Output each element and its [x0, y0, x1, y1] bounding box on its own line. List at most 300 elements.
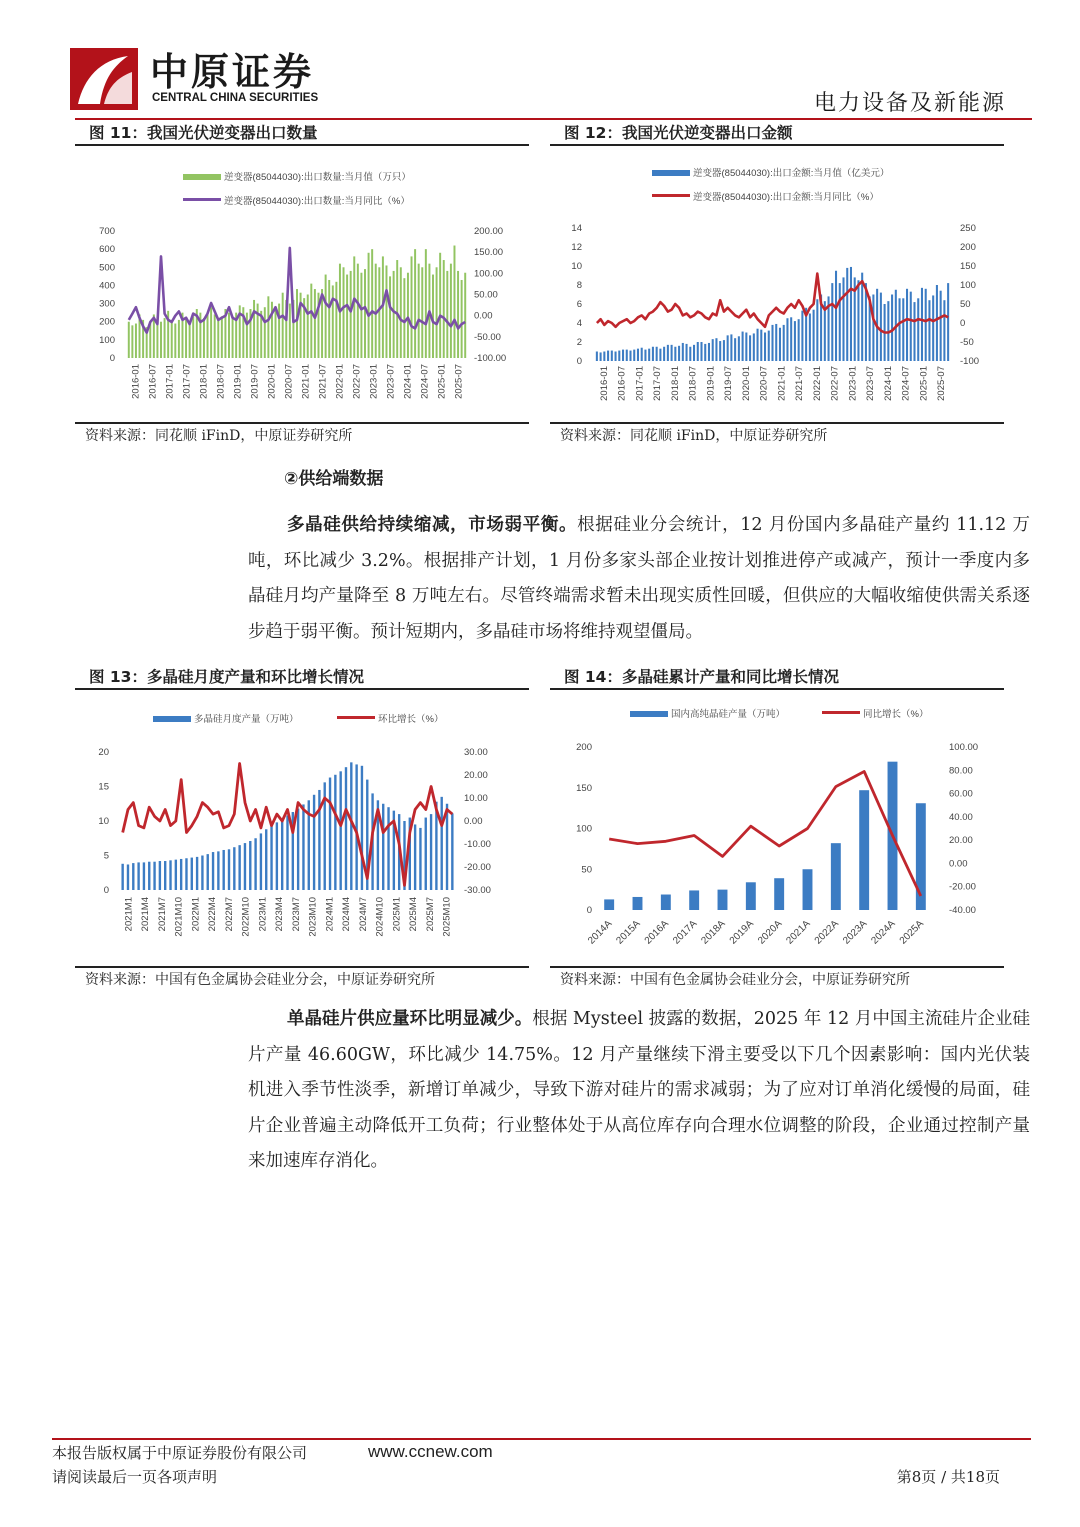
fig12-bar: [757, 329, 759, 361]
fig14-x-tick: 2017A: [671, 918, 700, 947]
fig12-y-right-tick: 200: [960, 242, 976, 253]
fig12-bar: [618, 351, 620, 361]
fig11-bar: [393, 271, 395, 358]
fig11-bar: [192, 316, 194, 358]
fig11-bar: [378, 267, 380, 358]
fig14-x-tick: 2023A: [841, 918, 870, 947]
fig12-bar: [779, 328, 781, 361]
fig12-bar: [857, 280, 859, 361]
polysilicon-body: 根据硅业分会统计，12 月份国内多晶硅产量约 11.12 万吨，环比减少 3.2%。根据排产计划，1 月份多家头部企业按计划推进停产或减产，预计一季度内多晶硅月均产量降至 8 万吨左右。尽管终端需求暂未出现实质性回暖，但供应的大幅收缩使供需关系逐步趋于弱平衡。预计短期内，多晶硅市场将维持观望僵局。: [248, 515, 1030, 642]
fig12-legend-swatch: [652, 170, 690, 176]
fig12-bar: [943, 300, 945, 361]
fig13-bar: [451, 813, 453, 890]
fig12-bar: [648, 349, 650, 361]
fig12-bar: [899, 298, 901, 361]
fig14-x-tick: 2016A: [642, 918, 671, 947]
fig12-x-tick: 2020-01: [740, 366, 752, 401]
fig12-y-right-tick: -50: [960, 337, 974, 348]
fig13-y-right-tick: -30.00: [464, 885, 491, 896]
fig12-x-tick: 2019-07: [723, 366, 735, 401]
fig11-legend-label: 逆变器(85044030):出口数量:当月值（万只）: [224, 172, 411, 183]
fig13-title: 图 13：多晶硅月度产量和环比增长情况: [75, 664, 529, 690]
fig14-x-tick: 2014A: [586, 918, 615, 947]
fig11-bar: [171, 320, 173, 358]
fig12-bar: [846, 268, 848, 361]
fig11-y-left-tick: 0: [109, 353, 115, 364]
fig11-bar: [174, 324, 176, 358]
fig13-x-tick: 2022M10: [240, 897, 252, 937]
fig12-bar: [801, 311, 803, 361]
fig12-y-right-tick: -100: [960, 356, 980, 367]
fig11-bar: [371, 249, 373, 358]
brand-name-cn: 中原证券: [150, 50, 315, 94]
fig12-bar: [798, 319, 800, 361]
fig12-y-right-tick: 50: [960, 299, 971, 310]
fig13-bar: [425, 818, 427, 890]
fig13-y-left-tick: 15: [98, 781, 109, 793]
fig13-y-right-tick: 10.00: [464, 793, 488, 804]
fig11-x-tick: 2018-07: [215, 364, 227, 399]
fig11-title: 图 11：我国光伏逆变器出口数量: [75, 120, 529, 146]
fig13-bar: [265, 829, 267, 890]
fig11-bar: [214, 314, 216, 358]
fig11-bar: [314, 289, 316, 358]
fig12-x-tick: 2023-01: [847, 366, 859, 401]
fig11-bar: [210, 307, 212, 358]
fig12-bar: [932, 295, 934, 361]
fig11-x-tick: 2024-07: [419, 364, 431, 399]
fig12-bar: [633, 350, 635, 361]
fig12-bar: [712, 339, 714, 361]
fig12-bar: [917, 298, 919, 361]
fig11-bar: [289, 304, 291, 358]
fig12-bar: [794, 321, 796, 361]
fig12-svg: [550, 148, 1004, 420]
fig13-source: 资料来源：中国有色金属协会硅业分会，中原证券研究所: [75, 966, 529, 990]
fig11-y-right-tick: 100.00: [474, 268, 504, 280]
fig12-bar: [686, 344, 688, 361]
page-number: 第8页 / 共18页: [896, 1468, 1000, 1486]
fig13-legend-swatch: [153, 716, 191, 722]
fig14-x-tick: 2019A: [727, 918, 756, 947]
fig11-bar: [400, 267, 402, 358]
fig14-y-right-tick: 80.00: [949, 765, 973, 777]
fig12-bar: [906, 289, 908, 361]
fig12-bar: [902, 298, 904, 361]
fig13-bar: [361, 766, 363, 890]
fig12-bar: [831, 283, 833, 361]
fig13-x-tick: 2025M4: [408, 897, 420, 932]
fig12-chart: [550, 148, 1004, 420]
fig12-bar: [693, 345, 695, 361]
fig11-bar: [396, 260, 398, 358]
fig14-x-tick: 2018A: [699, 918, 728, 947]
fig12-x-tick: 2021-07: [794, 366, 806, 401]
fig13-bar: [382, 804, 384, 890]
fig11-bar: [446, 271, 448, 358]
fig12-bar: [611, 351, 613, 361]
fig11-bar: [407, 273, 409, 358]
fig12-bar: [947, 283, 949, 361]
fig13-x-tick: 2021M4: [140, 897, 152, 932]
fig14-y-left-tick: 150: [576, 782, 592, 794]
fig11-y-left-tick: 700: [99, 226, 115, 237]
fig12-x-tick: 2020-07: [758, 366, 770, 401]
fig13-x-tick: 2023M7: [290, 897, 302, 932]
fig12-x-tick: 2025-01: [918, 366, 930, 401]
fig14-y-right-tick: 60.00: [949, 788, 973, 800]
fig13-bar: [132, 863, 134, 890]
fig14-legend-label: 同比增长（%）: [863, 709, 929, 720]
fig12-bar: [786, 318, 788, 361]
fig12-y-right-tick: 250: [960, 223, 976, 234]
fig13-x-tick: 2022M7: [223, 897, 235, 932]
fig13-bar: [238, 845, 240, 890]
fig12-bar: [783, 325, 785, 361]
fig12-bar: [880, 293, 882, 361]
fig11-x-tick: 2019-07: [249, 364, 261, 399]
fig12-bar: [644, 350, 646, 361]
fig12-y-left-tick: 6: [576, 299, 582, 310]
fig12-bar: [816, 299, 818, 361]
fig11-bar: [267, 296, 269, 358]
fig14-y-left-tick: 50: [581, 864, 592, 876]
fig11-bar: [411, 256, 413, 358]
fig12-source: 资料来源：同花顺 iFinD，中原证券研究所: [550, 422, 1004, 446]
fig12-bar: [637, 349, 639, 361]
fig13-bar: [270, 825, 272, 890]
fig13-x-tick: 2021M1: [123, 897, 135, 932]
fig13-bar: [441, 797, 443, 890]
fig14-series-line: [609, 772, 921, 897]
polysilicon-paragraph: [248, 508, 1030, 650]
fig11-source: 资料来源：同花顺 iFinD，中原证券研究所: [75, 422, 529, 446]
fig13-x-tick: 2025M7: [424, 897, 436, 932]
fig13-bar: [302, 804, 304, 890]
fig11-x-tick: 2025-07: [453, 364, 465, 399]
fig12-y-left-tick: 4: [576, 318, 582, 329]
fig12-y-left-tick: 12: [571, 242, 582, 253]
brand-name-en: CENTRAL CHINA SECURITIES: [152, 92, 319, 104]
fig11-bar: [418, 264, 420, 358]
logo-mark-icon: [70, 48, 138, 110]
fig14-title: 图 14：多晶硅累计产量和同比增长情况: [550, 664, 1004, 690]
fig14-x-tick: 2015A: [614, 918, 643, 947]
fig11-bar: [278, 304, 280, 358]
footer-website-link[interactable]: www.ccnew.com: [368, 1442, 493, 1461]
fig13-bar: [387, 807, 389, 890]
fig13-bar: [222, 850, 224, 890]
fig14-x-tick: 2024A: [869, 918, 898, 947]
fig11-bar: [128, 322, 130, 358]
fig14-y-left-tick: 0: [586, 905, 592, 916]
fig11-bar: [360, 273, 362, 358]
fig11-x-tick: 2025-01: [436, 364, 448, 399]
fig12-bar: [850, 267, 852, 361]
fig12-x-tick: 2024-07: [900, 366, 912, 401]
fig13-bar: [185, 858, 187, 890]
fig14-x-tick: 2025A: [897, 918, 926, 947]
fig12-bar: [730, 334, 732, 361]
fig12-x-tick: 2017-07: [652, 366, 664, 401]
fig11-bar: [207, 314, 209, 358]
fig11-y-left-tick: 400: [99, 280, 115, 292]
fig12-bar: [708, 343, 710, 361]
fig14-y-right-tick: -20.00: [949, 881, 976, 893]
fig14-legend-label: 国内高纯晶硅产量（万吨）: [671, 709, 786, 720]
fig12-bar: [839, 283, 841, 361]
fig11-bar: [135, 324, 137, 358]
fig11-bar: [310, 284, 312, 358]
fig11-x-tick: 2018-01: [198, 364, 210, 399]
fig12-bar: [764, 333, 766, 362]
fig11-bar: [275, 307, 277, 358]
fig12-y-left-tick: 2: [576, 337, 582, 348]
fig13-bar: [446, 804, 448, 890]
fig13-x-tick: 2024M1: [324, 897, 336, 932]
fig12-x-tick: 2018-07: [687, 366, 699, 401]
fig12-y-left-tick: 0: [576, 356, 582, 367]
fig12-bar: [689, 347, 691, 361]
fig11-y-left-tick: 600: [99, 244, 115, 256]
fig11-bar: [439, 253, 441, 358]
polysilicon-lead: 多晶硅供给持续缩减，市场弱平衡。: [287, 515, 578, 535]
fig13-bar: [191, 858, 193, 890]
fig14-legend-swatch: [822, 711, 860, 714]
fig12-bar: [872, 295, 874, 362]
fig12-bar: [771, 325, 773, 361]
fig13-bar: [196, 857, 198, 890]
fig14-bar: [774, 878, 784, 910]
fig14-legend-swatch: [630, 711, 668, 717]
fig13-y-left-tick: 0: [103, 885, 109, 896]
fig13-x-tick: 2025M1: [391, 897, 403, 932]
fig12-bar: [813, 310, 815, 361]
fig13-y-right-tick: 30.00: [464, 747, 488, 758]
fig13-bar: [281, 819, 283, 890]
fig12-x-tick: 2021-01: [776, 366, 788, 401]
fig14-bar: [661, 895, 671, 910]
fig11-bar: [228, 313, 230, 358]
fig12-bar: [928, 300, 930, 361]
fig11-legend-swatch: [183, 198, 221, 201]
report-sector: 电力设备及新能源: [813, 91, 1006, 116]
fig11-y-left-tick: 100: [99, 334, 115, 346]
fig13-x-tick: 2025M10: [441, 897, 453, 937]
fig11-x-tick: 2017-07: [181, 364, 193, 399]
fig11-bar: [332, 285, 334, 358]
fig12-bar: [656, 347, 658, 361]
fig13-bar: [164, 861, 166, 890]
fig13-y-right-tick: -20.00: [464, 862, 491, 873]
fig14-y-right-tick: -40.00: [949, 905, 976, 916]
fig12-bar: [674, 347, 676, 361]
fig12-x-tick: 2025-07: [936, 366, 948, 401]
fig13-y-right-tick: 20.00: [464, 770, 488, 781]
fig11-bar: [325, 275, 327, 358]
fig11-bar: [185, 318, 187, 358]
fig14-x-tick: 2021A: [784, 918, 813, 947]
fig13-bar: [153, 862, 155, 890]
fig14-source: 资料来源：中国有色金属协会硅业分会，中原证券研究所: [550, 966, 1004, 990]
fig14-bar: [718, 890, 728, 910]
fig11-x-tick: 2017-01: [164, 364, 176, 399]
fig12-bar: [671, 345, 673, 361]
fig11-bar: [443, 260, 445, 358]
fig11-x-tick: 2024-01: [402, 364, 414, 399]
footer-copyright: 本报告版权属于中原证券股份有限公司: [52, 1444, 308, 1462]
fig11-bar: [178, 320, 180, 358]
fig13-bar: [355, 764, 357, 890]
fig13-bar: [169, 860, 171, 890]
fig14-y-right-tick: 0.00: [949, 858, 968, 870]
fig12-bar: [861, 273, 863, 361]
fig11-bar: [464, 273, 466, 358]
fig13-x-tick: 2021M7: [156, 897, 168, 932]
fig13-bar: [143, 862, 145, 890]
fig11-bar: [357, 264, 359, 358]
fig11-x-tick: 2022-07: [351, 364, 363, 399]
fig11-x-tick: 2016-01: [130, 364, 142, 399]
fig12-legend-swatch: [652, 194, 690, 197]
fig12-bar: [768, 331, 770, 361]
fig11-bar: [282, 293, 284, 358]
fig11-x-tick: 2016-07: [147, 364, 159, 399]
fig13-x-tick: 2024M10: [374, 897, 386, 937]
fig13-bar: [121, 864, 123, 890]
wafer-body: 根据 Mysteel 披露的数据，2025 年 12 月中国主流硅片企业硅片产量 46.60GW，环比减少 14.75%。12 月产量继续下滑主要受以下几个因素影响：国内光伏装机进入季节性淡季，新增订单减少，导致下游对硅片的需求减弱；为了应对订单消化缓慢的局面，硅片企业普遍主动降低开工负荷；行业整体处于从高位库存向合理水位调整的阶段，企业通过控制产量来加速库存消化。: [248, 1009, 1031, 1171]
fig13-bar: [175, 860, 177, 890]
fig13-x-tick: 2023M1: [257, 897, 269, 932]
fig13-bar: [244, 843, 246, 890]
fig14-bar: [859, 790, 869, 910]
fig12-bar: [742, 332, 744, 361]
fig12-bar: [790, 317, 792, 361]
fig11-x-tick: 2019-01: [232, 364, 244, 399]
fig11-bar: [189, 322, 191, 358]
fig12-bar: [940, 291, 942, 361]
fig12-bar: [700, 342, 702, 361]
fig11-chart: [75, 148, 529, 420]
fig12-y-right-tick: 100: [960, 280, 976, 291]
fig13-bar: [212, 852, 214, 890]
fig13-bar: [419, 828, 421, 890]
fig11-bar: [296, 289, 298, 358]
fig14-bar: [831, 843, 841, 910]
fig14-y-right-tick: 20.00: [949, 835, 973, 847]
fig11-bar: [453, 246, 455, 358]
fig11-bar: [217, 320, 219, 358]
footer-divider: [52, 1438, 1031, 1440]
fig12-bar: [936, 285, 938, 361]
fig11-bar: [425, 249, 427, 358]
fig13-bar: [201, 856, 203, 891]
fig11-bar: [389, 276, 391, 358]
fig13-x-tick: 2024M4: [341, 897, 353, 932]
fig13-x-tick: 2023M10: [307, 897, 319, 937]
fig13-legend-label: 环比增长（%）: [378, 714, 444, 725]
fig12-bar: [921, 288, 923, 361]
fig14-bar: [803, 869, 813, 910]
fig12-y-left-tick: 10: [571, 261, 582, 272]
fig12-bar: [809, 314, 811, 362]
fig14-x-tick: 2020A: [756, 918, 785, 947]
fig11-bar: [346, 275, 348, 358]
fig13-bar: [254, 838, 256, 890]
fig13-bar: [217, 851, 219, 890]
fig13-y-right-tick: 0.00: [464, 816, 483, 827]
fig13-bar: [329, 778, 331, 890]
brand-logo: [70, 48, 138, 110]
fig12-bar: [641, 348, 643, 361]
fig14-svg: [550, 692, 1004, 964]
fig12-bar: [600, 352, 602, 361]
fig11-x-tick: 2021-01: [300, 364, 312, 399]
fig13-bar: [159, 861, 161, 890]
fig13-bar: [148, 862, 150, 890]
fig12-bar: [704, 344, 706, 361]
fig12-y-right-tick: 150: [960, 261, 976, 272]
fig12-title: 图 12：我国光伏逆变器出口金额: [550, 120, 1004, 146]
fig12-x-tick: 2017-01: [634, 366, 646, 401]
fig12-bar: [913, 302, 915, 361]
footer-disclaimer-note: 请阅读最后一页各项声明: [52, 1468, 218, 1486]
fig14-x-tick: 2022A: [812, 918, 841, 947]
fig12-y-left-tick: 8: [576, 280, 582, 291]
fig11-bar: [203, 318, 205, 358]
fig13-bar: [207, 854, 209, 890]
fig13-bar: [414, 824, 416, 890]
fig11-x-tick: 2023-01: [368, 364, 380, 399]
fig11-y-right-tick: 150.00: [474, 247, 504, 259]
fig13-bar: [137, 862, 139, 890]
fig12-bar: [738, 336, 740, 361]
fig13-y-left-tick: 5: [103, 850, 109, 862]
fig12-x-tick: 2019-01: [705, 366, 717, 401]
fig11-bar: [457, 271, 459, 358]
fig12-bar: [663, 347, 665, 361]
fig12-bar: [596, 352, 598, 362]
fig11-bar: [335, 282, 337, 358]
fig13-bar: [345, 767, 347, 890]
fig12-bar: [719, 341, 721, 361]
fig11-bar: [221, 316, 223, 358]
fig11-bar: [164, 318, 166, 358]
fig12-bar: [652, 347, 654, 361]
fig14-bar: [604, 899, 614, 910]
fig11-legend-swatch: [183, 174, 221, 180]
fig12-bar: [745, 333, 747, 362]
fig11-bar: [436, 267, 438, 358]
fig14-bar: [689, 890, 699, 910]
fig12-y-left-tick: 14: [571, 223, 582, 234]
fig11-y-right-tick: 50.00: [474, 289, 498, 301]
fig12-bar: [622, 350, 624, 361]
wafer-paragraph: [248, 1002, 1030, 1180]
fig12-bar: [697, 342, 699, 361]
fig12-bar: [891, 295, 893, 362]
fig13-svg: [75, 692, 529, 964]
fig13-y-right-tick: -10.00: [464, 839, 491, 850]
fig12-x-tick: 2016-07: [616, 366, 628, 401]
fig12-bar: [925, 289, 927, 361]
fig12-bar: [727, 335, 729, 361]
fig11-x-tick: 2021-07: [317, 364, 329, 399]
fig12-bar: [734, 338, 736, 361]
fig14-y-right-tick: 40.00: [949, 811, 973, 823]
fig13-x-tick: 2021M10: [173, 897, 185, 937]
fig13-legend-label: 多晶硅月度产量（万吨）: [194, 714, 299, 725]
